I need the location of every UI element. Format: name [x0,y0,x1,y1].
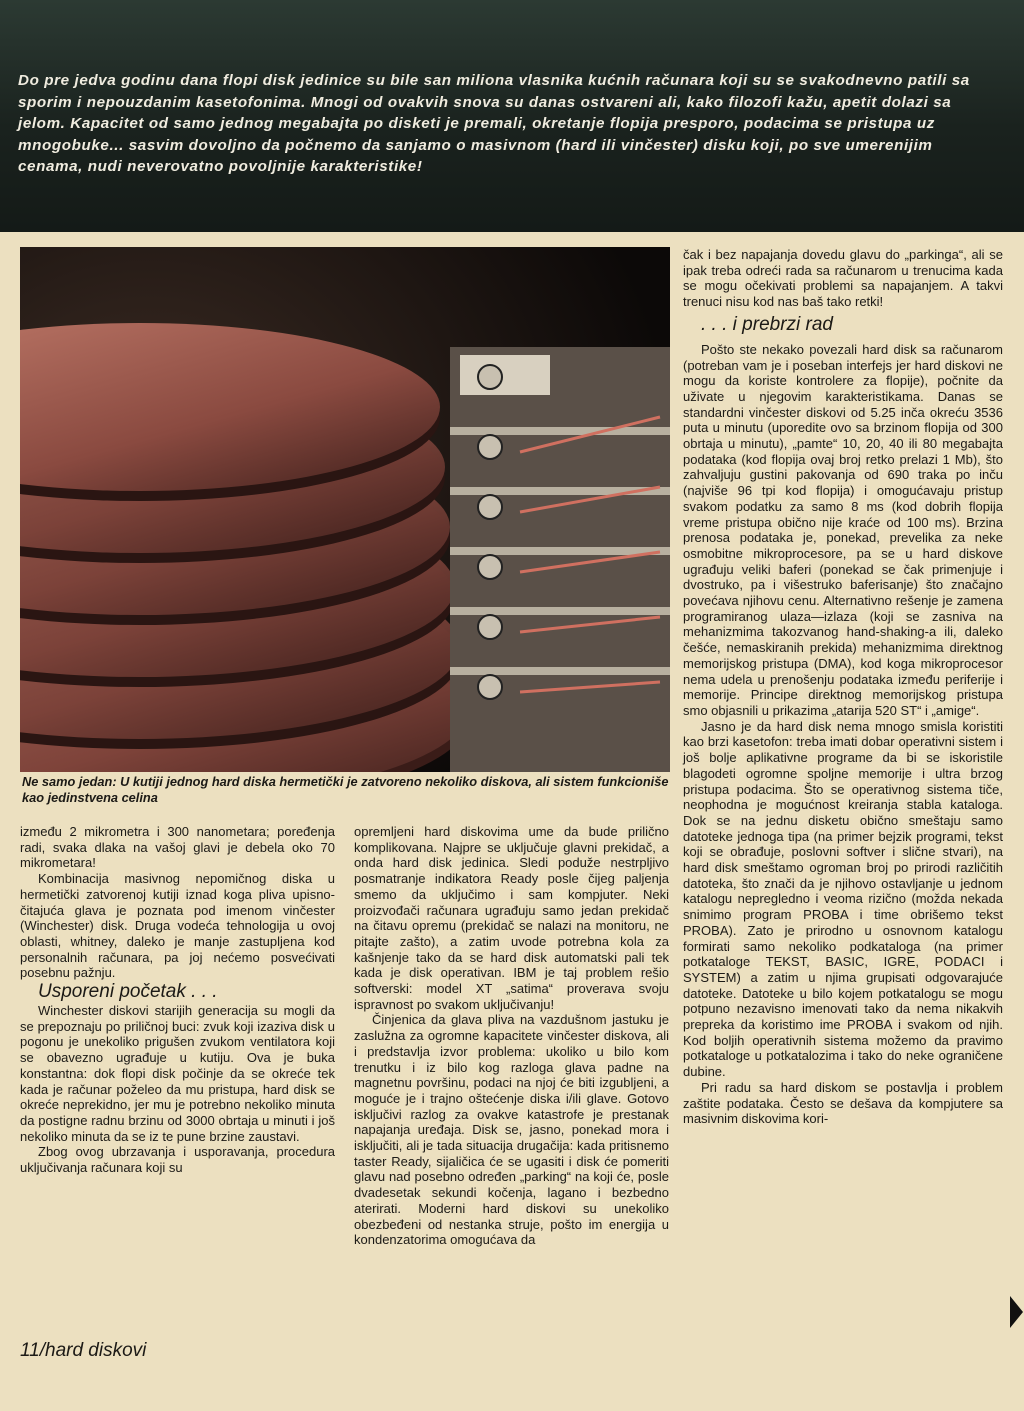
col1-paragraph-2: Kombinacija masivnog nepomičnog diska u hermetički zatvorenoj kutiji iznad koga pliva upisno-čitajuća glava je poznata pod imenom vinčester (Winchester) disk. Druga vodeća tehnologija u ovoj oblasti, whitney, daleko je manje zastupljena kod personalnih računara, pa joj nećemo posvećivati posebnu pažnju. [20,871,335,981]
col2-paragraph-2: Činjenica da glava pliva na vazdušnom jastuku je zaslužna za ogromne kapacitete vinčester diskova, ali i predstavlja izvor problema: ukoliko u bilo kom trenutku i iz bilo kog razloga glava padne na magnetnu površinu, podaci na njoj će biti izgubljeni, a moguće je i trajno oštećenje diska i/ili glave. Gotovo isključivi razlog za ovakve katastrofe je prestanak napajanja uređaja. Disk se, jasno, ponekad mora i isključiti, ali je tada situacija drugačija: kada pritisnemo taster Ready, sijaličica će se ugasiti i disk će pomeriti glavu nad posebno određen „parking“ na koji će, posle dvadesetak sekundi kočenja, lagano i bezbedno aterirati. Moderni hard diskovi su unekoliko obezbeđeni od nestanka struje, pošto im energija u kondenzatorima omogućava da [354,1012,669,1248]
photo-caption: Ne samo jedan: U kutiji jednog hard diska hermetički je zatvoreno nekoliko diskova, ali sistem funkcioniše kao jedinstvena celina [22,774,669,805]
col3-paragraph-2: Pošto ste nekako povezali hard disk sa računarom (potreban vam je i poseban interfejs jer hard diskovi ne mogu da koriste kontrolere za flopije), počnite da uživate u njegovim karakteristikama. Danas se standardni vinčester diskovi od 5.25 inča okreću 3536 puta u minutu (uporedite ovo sa brzinom flopija od 300 obrtaja u minutu), „pamte“ 10, 20, 40 ili 80 megabajta podataka (kod flopija ovaj broj retko prelazi 1 Mb), što zahvaljuju gustini pakovanja od 690 traka po inču (najviše 96 tpi kod flopija) i omogućavaju pristup svakom podatku za samo 8 ms (kod dobrih flopija vreme pristupa obično nije kraće od 100 ms). Brzina prenosa podataka je, ponekad, prevelika za neke osmobitne mikroprocesore, pa se u hard diskove ugrađuju veliki baferi (ponekad se čak primenjuje i dvostruko, pa i višestruko baferisanje) što značajno povećava njihovu cenu. Alternativno rešenje je zamena programiranog ulaza—izlaza (koji se zasniva na mehanizmima takozvanog hand-shaking-a ili, daleko češće, nemaskiranih prekida) mehanizmima direktnog memorijskog pristupa (DMA), kod koga mikroprocesor nema udela u prenošenju podataka između periferije i memorije. Principe direktnog memorijskog pristupa smo objasnili u prikazima „atarija 520 ST“ i „amige“. [683,341,1003,718]
intro-text: Do pre jedva godinu dana flopi disk jedinice su bile san miliona vlasnika kućnih računara koji su se svakodnevno patili sa sporim i nepouzdanim kasetofonima. Mnogi od ovakvih snova su danas ostvareni ali, kako filozofi kažu, apetit dolazi sa jelom. Kapacitet od samo jednog megabajta po disketi je premali, okretanje flopija presporo, podacima se pristupa uz mnogobuke... sasvim dovoljno da počnemo da sanjamo o masivnom (hard ili vinčester) disku koji, po sve umerenijim cenama, nudi neverovatno povoljnije karakteristike! [18,72,970,176]
section-heading-too-fast: . . . i prebrzi rad [701,313,833,335]
col1-paragraph-1: između 2 mikrometra i 300 nanometara; poređenja radi, svaka dlaka na vašoj glavi je debela oko 70 mikrometara! [20,824,335,871]
col3-paragraph-3: Jasno je da hard disk nema mnogo smisla koristiti kao brzi kasetofon: treba imati dobar operativni sistem i još bolje aplikativne programe da bi se iskoristile blagodeti ogromne spoljne memorije i ultra brzog pristupa podacima. Što se operativnog sistema tiče, neophodna je mogućnost kreiranja stabla kataloga. Dok se na jednu disketu obično smeštaju samo datoteke jednoga tipa (na primer bejzik programi, tekst koji se obrađuje, poslovni softver i slične stvari), na hard disk smeštamo ogroman broj po prirodi različitih datoteka, što znači da je njihovo ostavljanje u jednom katalogu nepregledno i veoma rizično (možda nekada snimimo program PROBA i time obrišemo tekst PROBA). Zato je prirodno u osnovnom katalogu formirati samo nekoliko podkataloga (na primer potkataloge TEKST, BASIC, IGRE, PODACI i SYSTEM) a zatim u njima grupisati odgovarajuće datoteke. Datoteke u bilo kojem potkatalogu se mogu potpuno nezavisno imenovati tako da nema nikakvih prepreka da koristimo ime PROBA i svakom od njih. Kod boljih operativnih sistema možemo da pravimo potkataloge u potkatalozima i tako do neke ograničene dubine. [683,718,1003,1080]
section-heading-slow-start: Usporeni početak . . . [38,981,218,1003]
col3-paragraph-1: čak i bez napajanja dovedu glavu do „parkinga“, ali se ipak treba odreći rada sa računarom u trenucima kada se mogu očekivati problemi sa napajanjem. A takvi trenuci nisu kod nas baš tako retki! [683,247,1003,310]
col1-paragraph-4: Zbog ovog ubrzavanja i usporavanja, procedura uključivanja računara koji su [20,1144,335,1176]
head-assembly [450,347,670,772]
col2-paragraph-1: opremljeni hard diskovima ume da bude prilično komplikovana. Najpre se uključuje glavni prekidač, a onda hard disk jedinica. Sledi poduže nestrpljivo posmatranje indikatora Ready posle čijeg paljenja smemo da uključimo i sam kompjuter. Neki proizvođači računara ugrađuju samo jedan prekidač na čitavu opremu (prekidač se nalazi na monitoru, ne pitajte zašto), a zatim uvode potrebna kola za kašnjenje tako da se hard disk automatski pali tek kada je disk operativan. IBM je taj problem rešio softverski: model XT „satima“ proverava svoju ispravnost po svakom uključivanju! [354,824,669,1012]
hard-disk-photo [20,247,670,772]
column-2 [354,824,669,1248]
col3-paragraph-4: Pri radu sa hard diskom se postavlja i problem zaštite podataka. Često se dešava da kompjutere sa masivnim diskovima kori- [683,1079,1003,1127]
page-folio: 11/hard diskovi [20,1340,147,1361]
column-3 [683,247,1003,1127]
col1-paragraph-3: Winchester diskovi starijih generacija su mogli da se prepoznaju po priličnoj buci: zvuk koji izaziva disk u pogonu je unekoliko prigušen zvukom ventilatora koji se obavezno ugrađuje u kutiju. Ova je buka konstantna: dok flopi disk počinje da se okreće tek kada je računar poželeo da mu pristupa, hard disk se okreće neprekidno, jer mu je potrebno nekoliko minuta da postigne radnu brzinu od 3000 obrtaja u minuti i još nekoliko minuta da se iz te pune brzine zaustavi. [20,1003,335,1144]
column-1 [20,824,335,1176]
continue-arrow-icon [1010,1296,1023,1328]
platter-stack [20,323,470,772]
